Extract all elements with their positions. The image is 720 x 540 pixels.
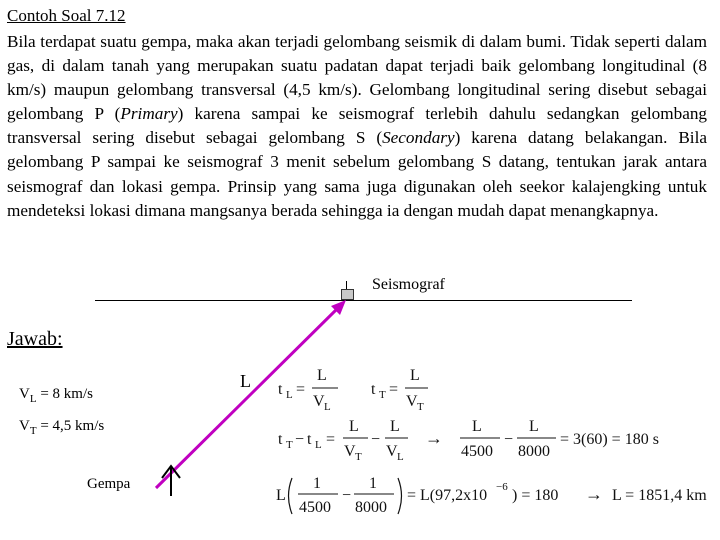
svg-text:T: T bbox=[355, 451, 362, 463]
svg-text:L: L bbox=[397, 451, 404, 463]
primary-term: Primary bbox=[120, 104, 178, 124]
example-title: Contoh Soal 7.12 bbox=[7, 6, 126, 25]
svg-text:L: L bbox=[472, 418, 482, 435]
quake-label: Gempa bbox=[87, 476, 131, 492]
svg-text:→: → bbox=[425, 428, 443, 448]
svg-text:=: = bbox=[389, 381, 399, 398]
svg-text:t: t bbox=[278, 381, 283, 398]
svg-text:8000: 8000 bbox=[518, 443, 550, 460]
eq-delta-t bbox=[278, 418, 659, 463]
svg-text:−: − bbox=[504, 431, 514, 448]
distance-label: L bbox=[240, 371, 251, 391]
svg-text:=: = bbox=[296, 381, 306, 398]
problem-text-part1: Bila terdapat suatu gempa, maka akan terjadi gelombang seismik di dalam bumi. Tidak seperti dalam gas, di dalam tanah yang merupakan suatu padatan dapat terjadi baik gelombang longitudinal (8 km/s) maupun gelombang transversal (4,5 km/s). Gelombang longitudinal sering disebut sebagai gelombang P ( bbox=[7, 32, 707, 124]
svg-text:T: T bbox=[417, 401, 424, 413]
secondary-term: Secondary bbox=[382, 128, 455, 148]
svg-text:t: t bbox=[307, 431, 312, 448]
svg-text:T: T bbox=[286, 439, 293, 451]
eq-tl bbox=[278, 367, 338, 413]
svg-text:V: V bbox=[386, 443, 398, 460]
svg-text:L = 1851,4 km: L = 1851,4 km bbox=[612, 487, 707, 504]
problem-text-part3: ) karena datang belakangan. Bila gelombang P sampai ke seismograf 3 menit sebelum gelombang S datang, tentukan jarak antara seismograf dan lokasi gempa. Prinsip yang sama juga digunakan oleh seekor kalajengking untuk mendeteksi lokasi dimana mangsanya berada sehingga ia dengan mudah dapat menangkapnya. bbox=[7, 128, 707, 220]
svg-text:−: − bbox=[342, 487, 352, 504]
svg-text:L: L bbox=[529, 418, 539, 435]
seismograph-label: Seismograf bbox=[372, 276, 445, 293]
svg-text:) = 180: ) = 180 bbox=[512, 487, 559, 504]
svg-text:4500: 4500 bbox=[299, 499, 331, 516]
svg-text:t: t bbox=[371, 381, 376, 398]
svg-text:4500: 4500 bbox=[461, 443, 493, 460]
svg-text:T: T bbox=[379, 389, 386, 401]
svg-text:= L(97,2x10: = L(97,2x10 bbox=[407, 487, 488, 504]
svg-text:L: L bbox=[390, 418, 400, 435]
given-vl: $V_L = 8$ km/s bbox=[19, 386, 93, 405]
svg-text:→: → bbox=[585, 484, 603, 504]
svg-text:−: − bbox=[295, 431, 305, 448]
svg-text:L: L bbox=[286, 389, 293, 401]
svg-text:L: L bbox=[324, 401, 331, 413]
svg-text:L: L bbox=[276, 487, 286, 504]
answer-heading: Jawab: bbox=[7, 328, 63, 350]
svg-text:V: V bbox=[313, 393, 325, 410]
svg-text:t: t bbox=[278, 431, 283, 448]
svg-text:1: 1 bbox=[313, 475, 321, 492]
svg-text:L: L bbox=[317, 367, 327, 384]
svg-text:L: L bbox=[410, 367, 420, 384]
eq-final bbox=[276, 475, 707, 516]
svg-text:L: L bbox=[349, 418, 359, 435]
problem-text-part2: ) karena sampai ke seismograf terlebih dahulu sedangkan gelombang transversal sering disebut sebagai gelombang S ( bbox=[7, 104, 708, 148]
svg-text:V: V bbox=[344, 443, 356, 460]
given-vt: $V_T = 4,5$ km/s bbox=[19, 418, 105, 437]
eq-tt bbox=[371, 367, 428, 413]
svg-text:−: − bbox=[371, 431, 381, 448]
svg-text:8000: 8000 bbox=[355, 499, 387, 516]
svg-text:−6: −6 bbox=[496, 481, 508, 493]
svg-text:V: V bbox=[406, 393, 418, 410]
svg-text:1: 1 bbox=[369, 475, 377, 492]
svg-text:= 3(60) = 180 s: = 3(60) = 180 s bbox=[560, 431, 659, 448]
svg-text:L: L bbox=[315, 439, 322, 451]
svg-text:=: = bbox=[326, 431, 336, 448]
